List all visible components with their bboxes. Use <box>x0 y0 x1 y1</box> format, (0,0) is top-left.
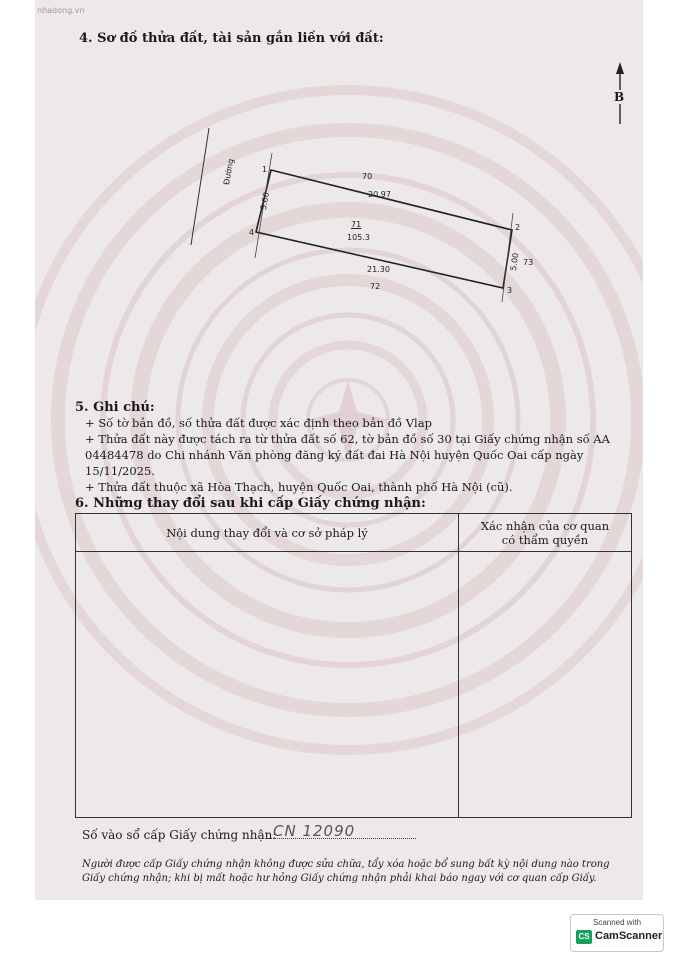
changes-col2-header: Xác nhận của cơ quan có thẩm quyền <box>459 514 632 552</box>
camscanner-badge <box>570 914 664 952</box>
registry-number-handwritten: CN 12090 <box>273 822 356 840</box>
section-4-title: 4. Sơ đồ thửa đất, tài sản gắn liền với đất: <box>79 31 384 46</box>
north-arrow-label: B <box>614 90 625 104</box>
camscanner-logo-icon: CS <box>576 930 592 944</box>
edge-bottom-length: 21.30 <box>367 265 390 274</box>
document-page <box>35 0 643 900</box>
road-label: Đường <box>222 158 236 186</box>
note-line-5: + Thửa đất thuộc xã Hòa Thạch, huyện Quốc Oai, thành phố Hà Nội (cũ). <box>85 480 513 494</box>
plot-number: 71 <box>351 220 362 229</box>
section-6-title: 6. Những thay đổi sau khi cấp Giấy chứng nhận: <box>75 496 426 511</box>
changes-table <box>75 513 632 818</box>
edge-top-length: 20.97 <box>368 190 391 199</box>
note-line-4: 15/11/2025. <box>85 464 155 478</box>
scanned-with-label: Scanned with <box>592 918 642 927</box>
note-line-3: 04484478 do Chi nhánh Văn phòng đăng ký đất đai Hà Nội huyện Quốc Oai cấp ngày <box>85 448 584 462</box>
note-line-2: + Thửa đất này được tách ra từ thửa đất số 62, tờ bản đồ số 30 tại Giấy chứng nhận số AA <box>85 432 610 446</box>
corner-label-3: 3 <box>507 286 513 295</box>
corner-label-1: 1 <box>262 165 268 174</box>
road-line <box>191 128 209 245</box>
watermark-text: nhadong.vn <box>37 6 85 15</box>
changes-content-cell <box>76 552 459 818</box>
section-5-title: 5. Ghi chú: <box>75 400 155 415</box>
note-line-1: + Số tờ bản đồ, số thửa đất được xác định theo bản đồ Vlap <box>85 416 432 430</box>
edge-right-length: 5.00 <box>509 252 521 272</box>
changes-confirmation-cell <box>459 552 632 818</box>
corner-label-4: 4 <box>249 228 255 237</box>
plot-area: 105.3 <box>347 233 370 242</box>
camscanner-name: CamScanner <box>595 930 663 942</box>
plot-diagram <box>35 0 643 330</box>
footer-note: Người được cấp Giấy chứng nhận không được sửa chữa, tẩy xóa hoặc bổ sung bất kỳ nội dung nào trong Giấy chứng nhận; khi bị mất hoặc hư hỏng Giấy chứng nhận phải khai báo ngay với cơ quan cấp Giấy. <box>82 859 610 884</box>
changes-col1-header: Nội dung thay đổi và cơ sở pháp lý <box>76 514 459 552</box>
corner-label-2: 2 <box>515 223 521 232</box>
edge-left-length: 5.00 <box>259 191 271 211</box>
neighbor-top-label: 70 <box>362 172 373 181</box>
registry-label: Số vào sổ cấp Giấy chứng nhận: <box>82 828 277 842</box>
neighbor-bottom-label: 72 <box>370 282 381 291</box>
neighbor-right-label: 73 <box>523 258 534 267</box>
